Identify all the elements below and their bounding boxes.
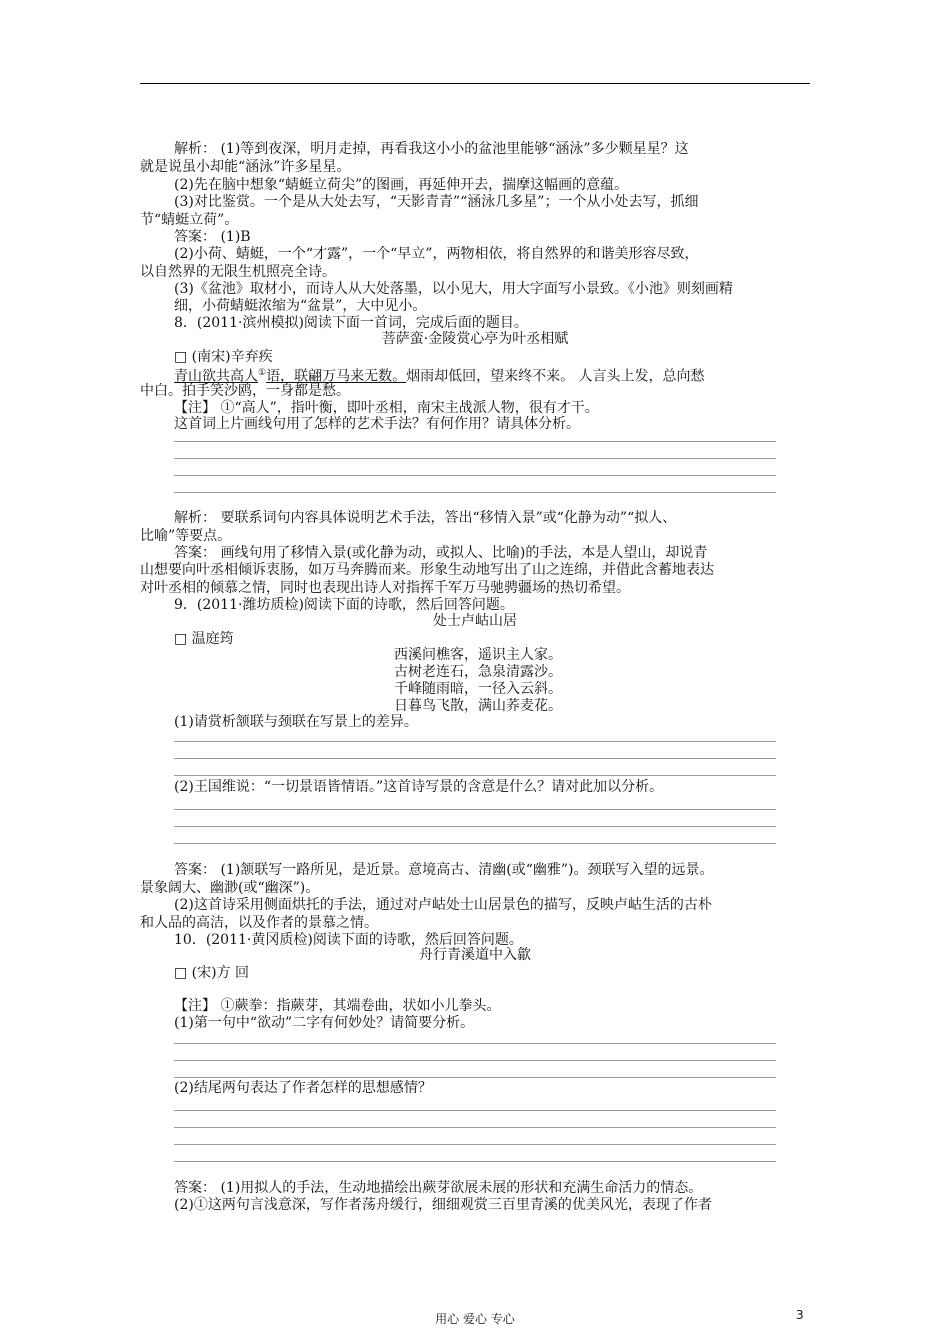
question-9: 9．(2011·潍坊质检)阅读下面的诗歌，然后回答问题。 (174, 597, 514, 613)
answer-rule (174, 1060, 776, 1061)
note-line: 【注】 ①蕨拳：指蕨芽，其端卷曲，状如小儿拳头。 (174, 998, 501, 1014)
answer-rule (174, 1110, 776, 1111)
answer-rule (174, 458, 776, 459)
poem-text-line: 中白。拍手笑沙鸥，一身都是愁。 (140, 383, 350, 399)
poem-author: □ (南宋)辛弃疾 (174, 349, 273, 365)
text-line: 就是说虽小却能“涵泳”许多星星。 (140, 159, 351, 175)
analysis-line: 解析： (1)等到夜深，明月走掉，再看我这小小的盆池里能够“涵泳”多少颗星星？这 (174, 141, 689, 157)
header-rule (140, 83, 810, 84)
text-line: (2)①这两句言浅意深，写作者荡舟缓行，细细观赏三百里青溪的优美风光，表现了作者 (174, 1197, 712, 1213)
question-line: (1)请赏析颔联与颈联在写景上的差异。 (174, 714, 418, 730)
answer-rule (174, 1161, 776, 1162)
text-line: 山想要向叶丞相倾诉衷肠，如万马奔腾而来。形象生动地写出了山之连绵，并借此含蓄地表达 (140, 562, 714, 578)
text-line: (2)先在脑中想象“蜻蜓立荷尖”的图画，再延伸开去，揣摩这幅画的意蕴。 (174, 177, 629, 193)
poem-line: 古树老连石，急泉清露沙。 (394, 664, 562, 680)
text-line: 比喻”等要点。 (140, 528, 232, 544)
text-line: 节“蜻蜓立荷”。 (140, 212, 239, 228)
question-line: (2)王国维说：“一切景语皆情语。”这首诗写景的含意是什么？请对此加以分析。 (174, 779, 664, 795)
answer-rule (174, 1127, 776, 1128)
page-number: 3 (796, 1308, 804, 1322)
text-line: (2)这首诗采用侧面烘托的手法，通过对卢岵处士山居景色的描写，反映卢岵生活的古朴 (174, 897, 712, 913)
question-10: 10．(2011·黄冈质检)阅读下面的诗歌，然后回答问题。 (174, 932, 523, 948)
poem-author: □ 温庭筠 (174, 631, 234, 647)
question-line: 这首词上片画线句用了怎样的艺术手法？有何作用？请具体分析。 (174, 416, 580, 432)
answer-rule (174, 492, 776, 493)
poem-author: □ (宋)方 回 (174, 965, 250, 981)
analysis-line: 解析： 要联系词句内容具体说明艺术手法，答出“移情入景”或“化静为动”“拟人、 (174, 510, 677, 526)
answer-rule (174, 741, 776, 742)
underlined-phrase: 语，联翩万马来无数。 (266, 368, 407, 385)
poem-line: 日暮鸟飞散，满山荞麦花。 (394, 698, 562, 714)
answer-line: 答案： (1)B (174, 229, 251, 245)
text-line: (2)小荷、蜻蜓，一个“才露”，一个“早立”，两物相依，将自然界的和谐美形容尽致， (174, 246, 699, 262)
poem-line: 西溪问樵客，遥识主人家。 (394, 647, 562, 663)
text-line: (3)《盆池》取材小，而诗人从大处落墨，以小见大，用大字面写小景致。《小池》则刻画精 (174, 281, 733, 297)
answer-rule (174, 843, 776, 844)
answer-line: 答案： (1)用拟人的手法，生动地描绘出蕨芽欲展未展的形状和充满生命活力的情态。 (174, 1180, 703, 1196)
answer-rule (174, 809, 776, 810)
answer-rule (174, 475, 776, 476)
answer-rule (174, 1077, 776, 1078)
poem-text: 烟雨却低回，望来终不来。 人言头上发，总向愁 (406, 368, 705, 385)
page-footer: 用心 爱心 专心 (435, 1312, 515, 1326)
text-line: 和人品的高洁，以及作者的景慕之情。 (140, 915, 378, 931)
answer-rule (174, 441, 776, 442)
text-line: 景象阔大、幽渺(或“幽深”)。 (140, 880, 320, 896)
question-line: (1)第一句中“欲动”二字有何妙处？请简要分析。 (174, 1015, 475, 1031)
poem-line: 千峰随雨暗，一径入云斜。 (394, 681, 562, 697)
poem-title: 处士卢岵山居 (433, 613, 517, 629)
answer-rule (174, 758, 776, 759)
answer-rule (174, 1144, 776, 1145)
answer-rule (174, 826, 776, 827)
text-line: (3)对比鉴赏。一个是从大处去写，“天影青青”“涵泳几多星”；一个从小处去写，抓细 (174, 194, 699, 210)
answer-line: 答案： 画线句用了移情入景(或化静为动，或拟人、比喻)的手法，本是人望山，却说青 (174, 545, 708, 561)
question-8: 8．(2011·滨州模拟)阅读下面一首词，完成后面的题目。 (174, 315, 528, 331)
note-line: 【注】 ①“高人”，指叶衡，即叶丞相，南宋主战派人物，很有才干。 (174, 400, 599, 416)
answer-line: 答案： (1)颔联写一路所见，是近景。意境高古、清幽(或“幽雅”)。颈联写入望的远景。 (174, 862, 714, 878)
question-line: (2)结尾两句表达了作者怎样的思想感情？ (174, 1080, 432, 1096)
answer-rule (174, 1043, 776, 1044)
text-line: 以自然界的无限生机照亮全诗。 (140, 264, 336, 280)
answer-rule (174, 775, 776, 776)
text-line: 对叶丞相的倾慕之情，同时也表现出诗人对指挥千军万马驰骋疆场的热切希望。 (140, 580, 630, 596)
poem-title: 菩萨蛮·金陵赏心亭为叶丞相赋 (381, 331, 569, 347)
poem-title: 舟行青溪道中入歙 (419, 947, 531, 963)
text-line: 细，小荷蜻蜓浓缩为“盆景”，大中见小。 (174, 298, 427, 314)
footnote-marker: ① (258, 368, 267, 378)
underlined-phrase: 青山欲共高人 (174, 368, 258, 385)
